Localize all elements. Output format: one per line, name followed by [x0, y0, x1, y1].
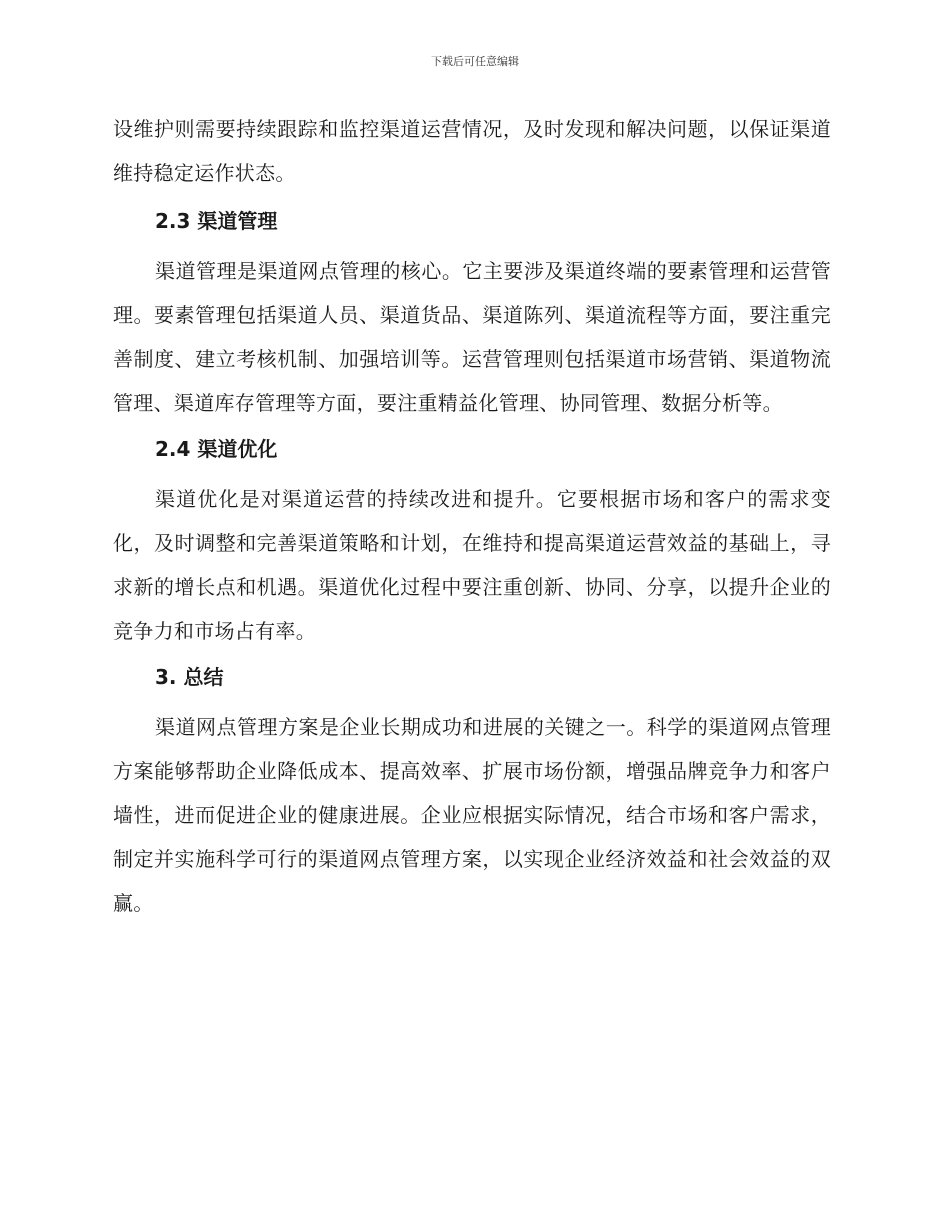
section-heading-2-3: 2.3 渠道管理 [155, 209, 278, 233]
section-heading-3: 3. 总结 [155, 665, 224, 689]
document-body [113, 107, 831, 925]
paragraph-summary: 渠道网点管理方案是企业长期成功和进展的关键之一。科学的渠道网点管理方案能够帮助企业降低成本、提高效率、扩展市场份额，增强品牌竞争力和客户墙性，进而促进企业的健康进展。企业应根据实际情况，结合市场和客户需求，制定并实施科学可行的渠道网点管理方案，以实现企业经济效益和社会效益的双赢。 [113, 715, 831, 915]
paragraph-channel-optimization: 渠道优化是对渠道运营的持续改进和提升。它要根据市场和客户的需求变化，及时调整和完善渠道策略和计划，在维持和提高渠道运营效益的基础上，寻求新的增长点和机遇。渠道优化过程中要注重创新、协同、分享，以提升企业的竞争力和市场占有率。 [113, 487, 831, 643]
paragraph-channel-management: 渠道管理是渠道网点管理的核心。它主要涉及渠道终端的要素管理和运营管理。要素管理包括渠道人员、渠道货品、渠道陈列、渠道流程等方面，要注重完善制度、建立考核机制、加强培训等。运营管理则包括渠道市场营销、渠道物流管理、渠道库存管理等方面，要注重精益化管理、协同管理、数据分析等。 [113, 259, 831, 415]
section-heading-2-4: 2.4 渠道优化 [155, 437, 278, 461]
paragraph-continuation: 设维护则需要持续跟踪和监控渠道运营情况，及时发现和解决问题，以保证渠道维持稳定运作状态。 [113, 117, 831, 185]
header-note: 下载后可任意编辑 [431, 55, 519, 68]
